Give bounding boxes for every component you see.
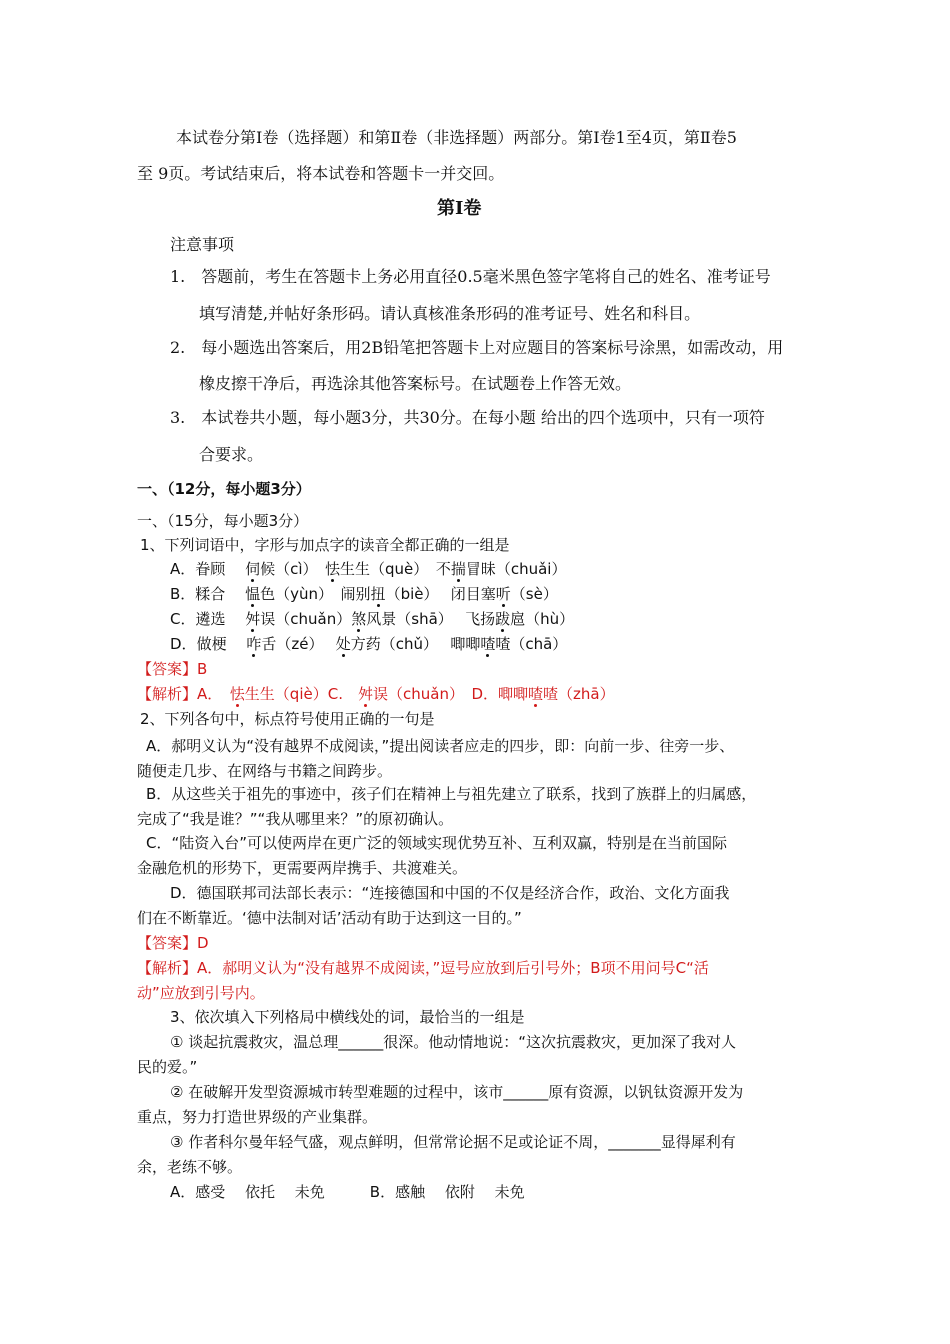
q1-option-a-word-1: 眷顾 bbox=[195, 560, 226, 578]
note-3-line-1: 3. 本试卷共小题，每小题3分，共30分。在每小题 给出的四个选项中，只有一项符 bbox=[170, 408, 765, 427]
q1-option-b-word-1: 糅合 bbox=[195, 585, 226, 603]
note-1-line-1: 1. 答题前，考生在答题卡上务必用直径0.5毫米黑色签字笔将自己的姓名、准考证号 bbox=[170, 267, 771, 286]
q1-option-d-letter: D． bbox=[170, 635, 197, 653]
intro-line-2: 至 9页。考试结束后，将本试卷和答题卡一并交回。 bbox=[137, 164, 505, 183]
q1-option-c-letter: C． bbox=[170, 610, 196, 628]
q2-option-b-line-1: B．从这些关于祖先的事迹中，孩子们在精神上与祖先建立了联系，找到了族群上的归属感， bbox=[146, 785, 757, 803]
q1-option-a-dotted-4: 揣 bbox=[450, 560, 466, 578]
part1-subheading: 一、（15分，每小题3分） bbox=[137, 512, 309, 530]
q1-stem: 1、下列词语中，字形与加点字的读音全都正确的一组是 bbox=[140, 536, 510, 554]
q1-option-b-letter: B． bbox=[170, 585, 196, 603]
q1-option-a: A．眷顾 伺候（cì） 怯生生（què） 不揣冒昧（chuǎi） bbox=[170, 560, 567, 578]
q2-option-b-line-2: 完成了“我是谁？”“我从哪里来？”的原初确认。 bbox=[137, 810, 454, 828]
q1-option-d-dotted-4: 喳 bbox=[480, 635, 496, 653]
q2-option-a-line-1: A．郝明义认为“没有越界不成阅读，”提出阅读者应走的四步，即：向前一步、往旁一步、 bbox=[146, 737, 735, 755]
q3-sentence-2-line-2: 重点，努力打造世界级的产业集群。 bbox=[137, 1108, 378, 1126]
note-1-line-2: 填写清楚,并帖好条形码。请认真核准条形码的准考证号、姓名和科目。 bbox=[199, 304, 701, 323]
q1-option-c-dotted-2: 舛 bbox=[245, 610, 261, 628]
q1-option-c-dotted-3: 煞 bbox=[351, 610, 367, 628]
q1-option-d-dotted-3: 处 bbox=[335, 635, 351, 653]
q3-sentence-1-line-1: ① 谈起抗震救灾，温总理______很深。他动情地说：“这次抗震救灾，更加深了我对人 bbox=[170, 1033, 736, 1051]
q2-option-c-line-2: 金融危机的形势下，更需要两岸携手、共渡难关。 bbox=[137, 859, 468, 877]
q1-option-c-dotted-4: 跋 bbox=[495, 610, 511, 628]
q1-option-d-dotted-2: 咋 bbox=[246, 635, 262, 653]
q1-option-a-letter: A． bbox=[170, 560, 196, 578]
q2-stem: 2、下列各句中，标点符号使用正确的一句是 bbox=[140, 710, 435, 728]
note-3-line-2: 合要求。 bbox=[199, 445, 264, 464]
q1-option-b-dotted-4: 听 bbox=[495, 585, 511, 603]
q1-option-b-dotted-2: 愠 bbox=[245, 585, 261, 603]
q1-analysis-dotted-1: 怯 bbox=[229, 685, 245, 703]
q3-sentence-1-line-2: 民的爱。” bbox=[137, 1058, 198, 1076]
q1-option-c-word-1: 遴选 bbox=[195, 610, 226, 628]
q2-option-d-line-1: D．德国联邦司法部长表示：“连接德国和中国的不仅是经济合作，政治、文化方面我 bbox=[170, 884, 730, 902]
q1-option-d: D．做梗 咋舌（zé） 处方药（chǔ） 唧唧喳喳（chā） bbox=[170, 635, 568, 653]
q3-options: A．感受 依托 未免 B．感触 依附 未免 bbox=[170, 1183, 525, 1201]
q3-sentence-3-line-1: ③ 作者科尔曼年轻气盛，观点鲜明，但常常论据不足或论证不周，_______显得犀利有 bbox=[170, 1133, 736, 1151]
note-2-line-1: 2. 每小题选出答案后，用2B铅笔把答题卡上对应题目的答案标号涂黑，如需改动，用 bbox=[170, 338, 784, 357]
q3-stem: 3、依次填入下列格局中横线处的词，最恰当的一组是 bbox=[170, 1008, 525, 1026]
intro-line-1: 本试卷分第Ⅰ卷（选择题）和第Ⅱ卷（非选择题）两部分。第Ⅰ卷1至4页，第Ⅱ卷5 bbox=[176, 128, 737, 147]
q2-analysis-line-2: 动”应放到引号内。 bbox=[137, 984, 265, 1002]
q1-analysis: 【解析】A． 怯生生（qiè）C. 舛误（chuǎn） D．唧唧喳喳（zhā） bbox=[137, 685, 615, 703]
q2-analysis-line-1: 【解析】A．郝明义认为“没有越界不成阅读，”逗号应放到后引号外；B项不用问号C“活 bbox=[137, 959, 709, 977]
q2-answer: 【答案】D bbox=[137, 934, 209, 952]
q1-analysis-dotted-3: 喳 bbox=[528, 685, 544, 703]
note-2-line-2: 橡皮擦干净后，再选涂其他答案标号。在试题卷上作答无效。 bbox=[199, 374, 632, 393]
q3-sentence-3-line-2: 余，老练不够。 bbox=[137, 1158, 243, 1176]
notes-heading: 注意事项 bbox=[170, 235, 235, 254]
q1-option-b-dotted-3: 扭 bbox=[370, 585, 386, 603]
q1-option-d-word-1: 做梗 bbox=[196, 635, 227, 653]
q1-option-b: B．糅合 愠色（yùn） 闹别扭（biè） 闭目塞听（sè） bbox=[170, 585, 558, 603]
q2-option-d-line-2: 们在不断靠近。‘德中法制对话’活动有助于达到这一目的。” bbox=[137, 909, 522, 927]
section-title: 第Ⅰ卷 bbox=[437, 198, 482, 219]
q2-option-c-line-1: C．“陆资入台”可以使两岸在更广泛的领域实现优势互补、互利双赢，特别是在当前国际 bbox=[146, 834, 728, 852]
q2-option-a-line-2: 随便走几步、在网络与书籍之间跨步。 bbox=[137, 762, 393, 780]
q1-answer: 【答案】B bbox=[137, 660, 208, 678]
part1-heading: 一、（12分，每小题3分） bbox=[137, 480, 311, 498]
q1-option-a-dotted-3: 怯 bbox=[325, 560, 341, 578]
q3-sentence-2-line-1: ② 在破解开发型资源城市转型难题的过程中，该市______原有资源，以钒钛资源开发为 bbox=[170, 1083, 744, 1101]
q1-analysis-dotted-2: 舛 bbox=[357, 685, 373, 703]
q1-option-c: C．遴选 舛误（chuǎn）煞风景（shā） 飞扬跋扈（hù） bbox=[170, 610, 575, 628]
q1-option-a-dotted-2: 伺 bbox=[245, 560, 261, 578]
